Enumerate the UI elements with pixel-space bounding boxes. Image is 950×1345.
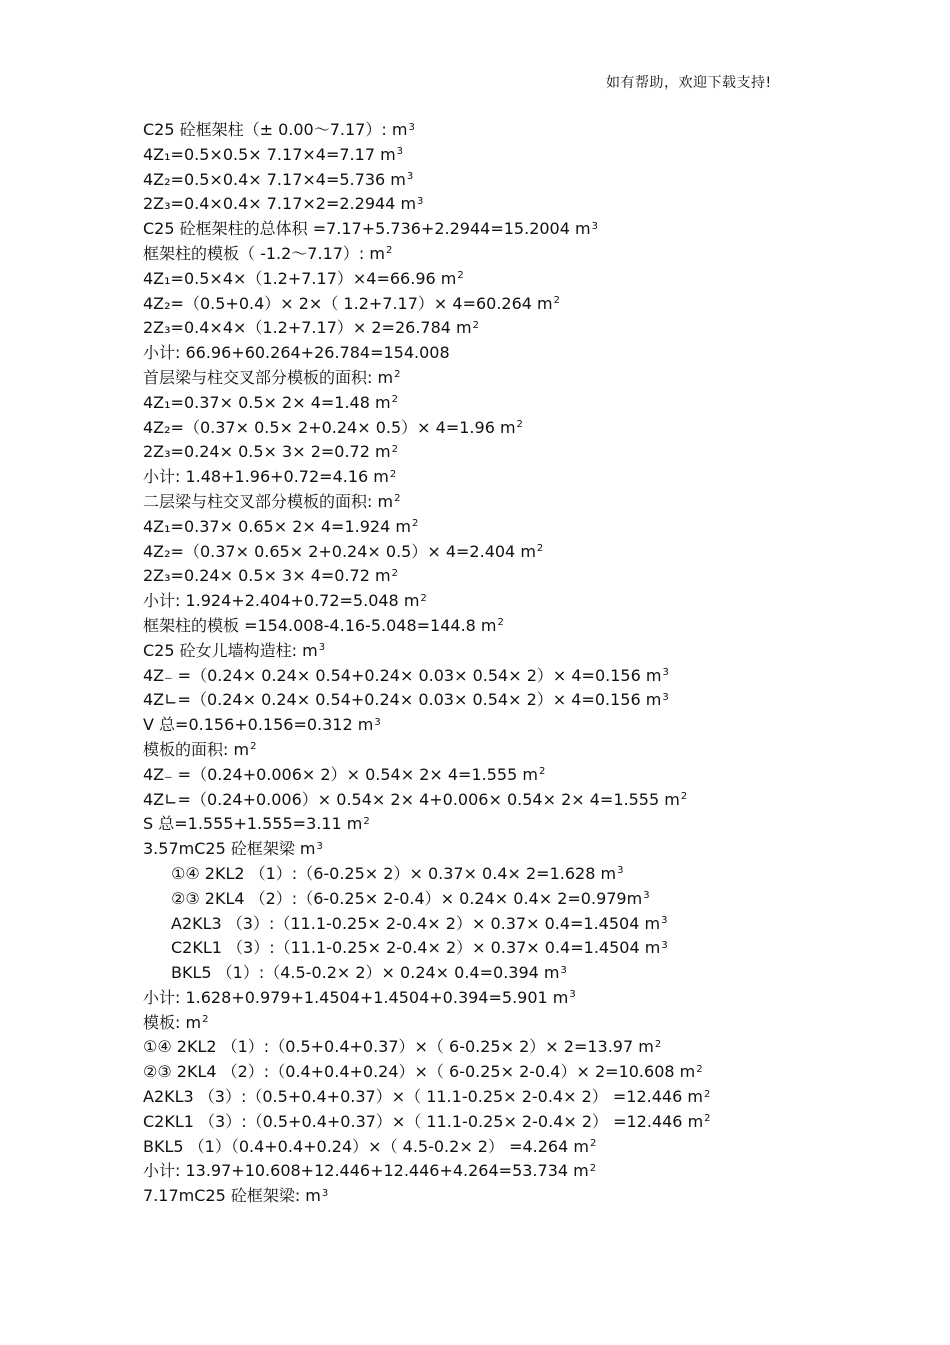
calc-line: [143, 143, 923, 168]
calc-line: [143, 1011, 923, 1036]
unit-exponent: 3: [321, 1187, 329, 1199]
calc-line-text: ②③ 2KL4 （2）:（0.4+0.4+0.24）×（ 6-0.25× 2-0.4）× 2=10.608 m: [143, 1062, 696, 1082]
unit-exponent: 2: [420, 592, 427, 604]
calc-line: [143, 614, 923, 639]
calc-line-text: C2KL1 （3）:（0.5+0.4+0.37）×（ 11.1-0.25× 2-0.4× 2） =12.446 m: [143, 1111, 704, 1131]
calc-line-text: 首层梁与柱交叉部分模板的面积: m: [143, 367, 394, 387]
calc-line: [143, 664, 923, 689]
unit-exponent: 2: [202, 1014, 209, 1026]
calculation-body: [143, 118, 923, 1209]
calc-line: [143, 118, 923, 143]
unit-exponent: 3: [661, 939, 668, 951]
calc-line: [143, 738, 923, 763]
calc-line-text: 2Z₃=0.24× 0.5× 3× 2=0.72 m: [143, 442, 391, 462]
unit-exponent: 3: [316, 840, 323, 852]
unit-exponent: 3: [662, 667, 669, 679]
calc-line-text: 4Z₁=0.5×4×（1.2+7.17）×4=66.96 m: [143, 268, 457, 288]
calc-line-text: S 总=1.555+1.555=3.11 m: [143, 814, 363, 834]
unit-exponent: 3: [617, 865, 624, 877]
calc-line-text: 模板: m: [143, 1012, 202, 1032]
calc-line-text: 4Z₂=（0.37× 0.5× 2+0.24× 0.5）× 4=1.96 m: [143, 417, 516, 437]
calc-line-text: 模板的面积: m: [143, 739, 250, 759]
calc-line-text: 小计: 1.628+0.979+1.4504+1.4504+0.394=5.901 m: [143, 987, 569, 1007]
calc-line: [143, 688, 923, 713]
calc-line: [143, 986, 923, 1011]
unit-exponent: 3: [591, 220, 598, 232]
calc-line-text: 4Z₂=（0.5+0.4）× 2×（ 1.2+7.17）× 4=60.264 m: [143, 293, 553, 313]
unit-exponent: 2: [394, 493, 401, 505]
calc-line: [143, 589, 923, 614]
calc-line: [143, 316, 923, 341]
unit-exponent: 2: [394, 369, 401, 381]
calc-line: [143, 217, 923, 242]
calc-line-text: 7.17mC25 砼框架梁: m: [143, 1186, 321, 1206]
calc-line: [143, 912, 923, 937]
unit-exponent: 2: [391, 394, 398, 406]
calc-line: [143, 812, 923, 837]
calc-line: [143, 887, 923, 912]
unit-exponent: 3: [396, 146, 404, 158]
unit-exponent: 2: [472, 319, 479, 331]
calc-line-text: 小计: 13.97+10.608+12.446+12.446+4.264=53.734 m: [143, 1161, 589, 1181]
calc-line-text: ①④ 2KL2 （1）:（0.5+0.4+0.37）×（ 6-0.25× 2）× 2=13.97 m: [143, 1037, 654, 1057]
calc-line: [143, 391, 923, 416]
calc-line: [143, 440, 923, 465]
unit-exponent: 3: [374, 716, 381, 728]
unit-exponent: 2: [389, 468, 397, 480]
calc-line: [143, 1159, 923, 1184]
unit-exponent: 2: [363, 815, 370, 827]
calc-line-text: C2KL1 （3）:（11.1-0.25× 2-0.4× 2）× 0.37× 0.4=1.4504 m: [171, 938, 661, 958]
unit-exponent: 2: [696, 1063, 703, 1075]
calc-line: [143, 837, 923, 862]
calc-line-text: 框架柱的模板（ -1.2～7.17）: m: [143, 243, 385, 263]
calc-line-text: A2KL3 （3）:（11.1-0.25× 2-0.4× 2）× 0.37× 0.4=1.4504 m: [171, 913, 661, 933]
unit-exponent: 2: [553, 295, 561, 307]
calc-line: [143, 862, 923, 887]
unit-exponent: 3: [661, 915, 668, 926]
calc-line-text: 4Z∟=（0.24× 0.24× 0.54+0.24× 0.03× 0.54× 2）× 4=0.156 m: [143, 690, 662, 710]
calc-line-text: C25 砼框架柱的总体积 =7.17+5.736+2.2944=15.2004 m: [143, 219, 591, 239]
calc-line-text: 二层梁与柱交叉部分模板的面积: m: [143, 491, 394, 511]
unit-exponent: 3: [569, 989, 576, 1001]
calc-line-text: ①④ 2KL2 （1）:（6-0.25× 2）× 0.37× 0.4× 2=1.628 m: [171, 863, 617, 883]
calc-line-text: C25 砼框架柱（± 0.00～7.17）: m: [143, 120, 408, 139]
calc-line-text: BKL5 （1）（0.4+0.4+0.24）×（ 4.5-0.2× 2） =4.264 m: [143, 1136, 589, 1156]
calc-line-text: A2KL3 （3）:（0.5+0.4+0.37）×（ 11.1-0.25× 2-0.4× 2） =12.446 m: [143, 1087, 703, 1107]
calc-line: [143, 292, 923, 317]
calc-line: [143, 267, 923, 292]
calc-line: [143, 192, 923, 217]
calc-line-text: BKL5 （1）:（4.5-0.2× 2）× 0.24× 0.4=0.394 m: [171, 963, 560, 983]
calc-line: [143, 564, 923, 589]
unit-exponent: 2: [536, 543, 544, 555]
calc-line: [143, 1035, 923, 1060]
unit-exponent: 3: [408, 121, 415, 133]
unit-exponent: 2: [386, 245, 393, 257]
unit-exponent: 2: [538, 766, 546, 778]
calc-line: [143, 1085, 923, 1110]
calc-line: [143, 416, 923, 441]
unit-exponent: 3: [662, 691, 669, 703]
calc-line-text: 小计: 66.96+60.264+26.784=154.008: [143, 343, 450, 363]
calc-line: [143, 1135, 923, 1160]
unit-exponent: 2: [391, 567, 398, 579]
calc-line-text: 4Z₁=0.37× 0.5× 2× 4=1.48 m: [143, 392, 391, 412]
calc-line-text: C25 砼女儿墙构造柱: m: [143, 640, 318, 660]
calc-line-text: 框架柱的模板 =154.008-4.16-5.048=144.8 m: [143, 615, 497, 635]
unit-exponent: 3: [643, 890, 650, 902]
calc-line: [143, 465, 923, 490]
calc-line: [143, 540, 923, 565]
calc-line-text: 4Z₁=0.37× 0.65× 2× 4=1.924 m: [143, 516, 411, 536]
calc-line-text: 4Z∟=（0.24+0.006）× 0.54× 2× 4+0.006× 0.54× 2× 4=1.555 m: [143, 789, 680, 809]
calc-line-text: V 总=0.156+0.156=0.312 m: [143, 715, 374, 735]
unit-exponent: 2: [391, 443, 398, 455]
calc-line-text: 2Z₃=0.24× 0.5× 3× 4=0.72 m: [143, 566, 391, 586]
unit-exponent: 2: [250, 741, 257, 753]
calc-line-text: 4Z₋ =（0.24+0.006× 2）× 0.54× 2× 4=1.555 m: [143, 764, 538, 784]
calc-line: [143, 490, 923, 515]
calc-line: [143, 936, 923, 961]
unit-exponent: 2: [457, 270, 464, 282]
calc-line: [143, 639, 923, 664]
unit-exponent: 2: [589, 1162, 597, 1174]
calc-line: [143, 1184, 923, 1209]
calc-line-text: 小计: 1.48+1.96+0.72=4.16 m: [143, 467, 389, 487]
calc-line-text: 2Z₃=0.4×0.4× 7.17×2=2.2944 m: [143, 194, 417, 214]
calc-line: [143, 763, 923, 788]
calc-line: [143, 788, 923, 813]
unit-exponent: 2: [703, 1088, 711, 1100]
unit-exponent: 3: [560, 964, 567, 976]
unit-exponent: 2: [516, 419, 523, 431]
calc-line-text: 3.57mC25 砼框架梁 m: [143, 839, 316, 859]
calc-line-text: ②③ 2KL4 （2）:（6-0.25× 2-0.4）× 0.24× 0.4× 2=0.979m: [171, 888, 643, 908]
unit-exponent: 3: [417, 195, 424, 207]
calc-line-text: 4Z₂=（0.37× 0.65× 2+0.24× 0.5）× 4=2.404 m: [143, 541, 536, 561]
calc-line: [143, 1060, 923, 1085]
calc-line-text: 4Z₋ =（0.24× 0.24× 0.54+0.24× 0.03× 0.54× 2）× 4=0.156 m: [143, 665, 662, 685]
calc-line: [143, 366, 923, 391]
calc-line: [143, 341, 923, 366]
unit-exponent: 3: [318, 642, 326, 654]
unit-exponent: 2: [704, 1113, 711, 1125]
page-header-note: 如有帮助，欢迎下载支持!: [606, 75, 772, 91]
calc-line: [143, 961, 923, 986]
unit-exponent: 2: [411, 518, 419, 530]
calc-line: [143, 168, 923, 193]
unit-exponent: 3: [406, 171, 414, 183]
calc-line: [143, 515, 923, 540]
calc-line-text: 4Z₁=0.5×0.5× 7.17×4=7.17 m: [143, 144, 396, 164]
calc-line: [143, 1110, 923, 1135]
unit-exponent: 2: [497, 617, 504, 629]
calc-line: [143, 242, 923, 267]
unit-exponent: 2: [680, 791, 688, 803]
calc-line: [143, 713, 923, 738]
unit-exponent: 2: [589, 1138, 597, 1150]
unit-exponent: 2: [654, 1038, 662, 1050]
calc-line-text: 2Z₃=0.4×4×（1.2+7.17）× 2=26.784 m: [143, 318, 472, 338]
calc-line-text: 小计: 1.924+2.404+0.72=5.048 m: [143, 591, 420, 611]
calc-line-text: 4Z₂=0.5×0.4× 7.17×4=5.736 m: [143, 169, 406, 189]
